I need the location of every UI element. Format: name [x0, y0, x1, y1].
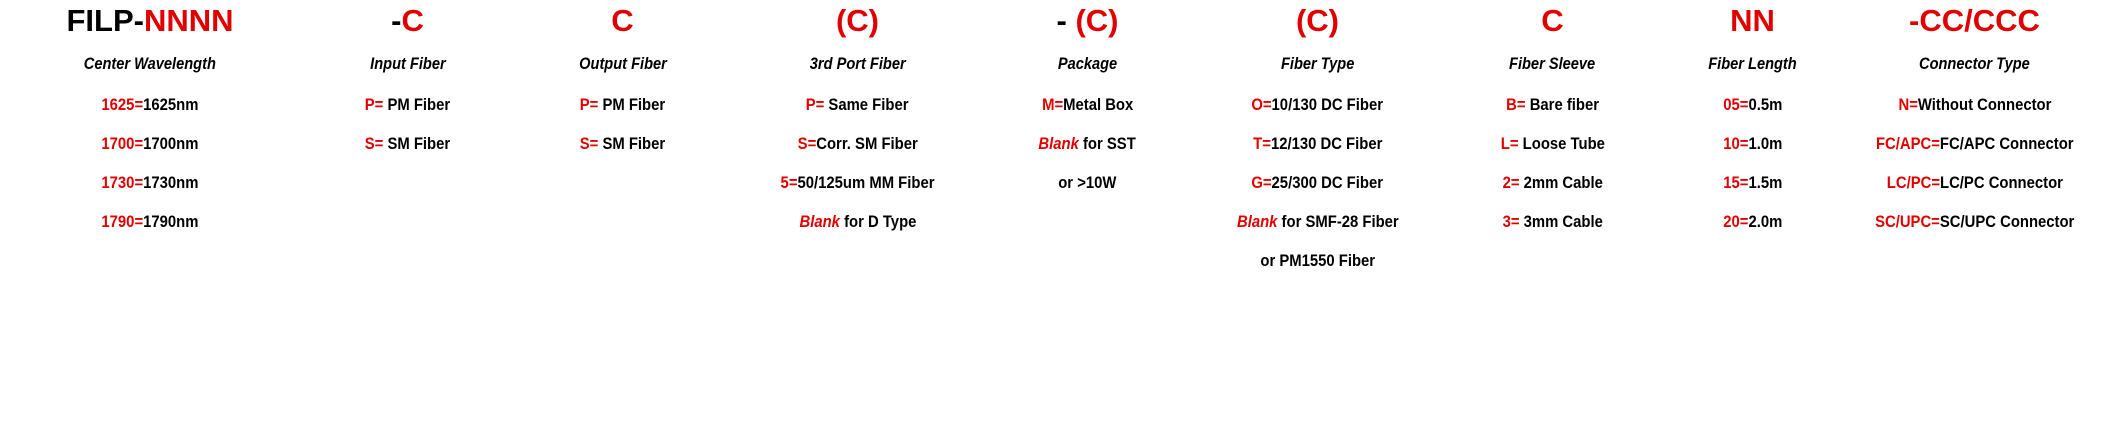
option-item: [799, 213, 916, 232]
column-code: [391, 4, 424, 38]
option-item: [1886, 174, 2062, 193]
option-value: 1700nm: [143, 135, 199, 153]
option-value: 1625nm: [143, 96, 199, 114]
option-item: [101, 174, 198, 193]
option-list: [575, 96, 670, 154]
column-code: [611, 4, 633, 38]
column-code-prefix: FILP-: [66, 3, 144, 38]
column-code: [1541, 4, 1563, 38]
option-value: Corr. SM Fiber: [816, 135, 918, 153]
option-value: 25/300 DC Fiber: [1271, 174, 1384, 192]
option-separator: =: [807, 135, 817, 153]
option-item: [797, 135, 917, 154]
column-code: [1296, 4, 1339, 38]
option-item: [1502, 213, 1602, 232]
option-value: SC/UPC Connector: [1939, 213, 2075, 231]
option-value: PM Fiber: [383, 96, 451, 114]
option-item: [101, 213, 198, 232]
option-separator: =: [589, 135, 599, 153]
option-item: [781, 174, 935, 193]
option-key: 1730: [101, 174, 135, 192]
option-item: [1723, 135, 1782, 154]
option-key: O: [1251, 96, 1264, 114]
option-item: [101, 135, 198, 154]
column-code-prefix: -: [391, 3, 402, 38]
option-key: Blank: [799, 213, 840, 231]
option-value: Same Fiber: [824, 96, 909, 114]
option-value: SM Fiber: [383, 135, 451, 153]
column-title: Package: [1057, 54, 1118, 73]
option-key: M: [1041, 96, 1055, 114]
option-key: S: [364, 135, 375, 153]
option-value: FC/APC Connector: [1939, 135, 2074, 153]
option-separator: =: [1261, 135, 1271, 153]
option-item: [1875, 213, 2074, 232]
option-key: P: [364, 96, 375, 114]
column-code-token: (C): [835, 3, 880, 38]
option-separator: =: [1510, 213, 1520, 231]
option-key: Blank: [1236, 213, 1278, 231]
column-code-token: CC/CCC: [1919, 3, 2040, 38]
option-separator: =: [1930, 174, 1940, 192]
option-item: [1898, 96, 2051, 115]
option-key: 3: [1502, 213, 1511, 231]
option-list: [1228, 96, 1408, 271]
option-separator: =: [1739, 213, 1749, 231]
option-separator: =: [1054, 96, 1063, 114]
option-key: SC/UPC: [1874, 213, 1931, 231]
option-key: G: [1251, 174, 1264, 192]
option-value: Without Connector: [1917, 96, 2051, 114]
option-key: P: [579, 96, 590, 114]
option-key: T: [1252, 135, 1262, 153]
option-separator: =: [134, 135, 144, 153]
option-separator: =: [1263, 174, 1272, 192]
decoder-column: [730, 4, 985, 232]
option-value: LC/PC Connector: [1939, 174, 2063, 192]
option-key: B: [1506, 96, 1517, 114]
decoder-column: [1445, 4, 1660, 232]
column-title: Connector Type: [1919, 54, 2030, 73]
option-list: [772, 96, 943, 232]
option-value: 10/130 DC Fiber: [1271, 96, 1384, 114]
column-title: 3rd Port Fiber: [809, 54, 906, 73]
option-item: [365, 96, 450, 115]
column-code-token: C: [401, 3, 424, 38]
decoder-column: [985, 4, 1190, 193]
option-item: [580, 96, 665, 115]
option-key: LC/PC: [1886, 174, 1931, 192]
option-separator: =: [589, 96, 599, 114]
option-key: 5: [780, 174, 789, 192]
option-separator: =: [374, 135, 384, 153]
column-title: Fiber Sleeve: [1509, 54, 1596, 73]
column-code: [1057, 4, 1119, 38]
option-item: [1506, 96, 1599, 115]
option-key: 10: [1722, 135, 1740, 153]
column-code-prefix: -: [1909, 3, 1920, 38]
option-value: 1.5m: [1748, 174, 1783, 192]
column-title: Output Fiber: [578, 54, 667, 73]
option-item: [1058, 174, 1116, 193]
column-code: [1730, 4, 1775, 38]
option-separator: =: [134, 96, 144, 114]
option-key: P: [806, 96, 817, 114]
option-item: [1500, 135, 1604, 154]
option-item: [1252, 96, 1384, 115]
option-item: [1253, 135, 1382, 154]
option-value: Bare fiber: [1525, 96, 1599, 114]
option-key: 1700: [101, 135, 135, 153]
option-separator: =: [1739, 174, 1749, 192]
decoder-column: [1660, 4, 1845, 232]
option-separator: =: [1516, 96, 1526, 114]
option-key: 2: [1502, 174, 1511, 192]
option-list: [1495, 96, 1611, 232]
option-item: [1502, 174, 1602, 193]
option-key: 20: [1722, 213, 1740, 231]
option-value: Loose Tube: [1518, 135, 1605, 153]
column-title: Fiber Type: [1280, 54, 1355, 73]
column-code-token: C: [611, 3, 634, 38]
option-value: for SST: [1079, 135, 1137, 153]
option-value: or >10W: [1058, 174, 1117, 192]
option-item: [806, 96, 909, 115]
decoder-column: [1845, 4, 2104, 232]
option-list: [1033, 96, 1141, 193]
option-item: [1252, 174, 1384, 193]
option-value: 0.5m: [1748, 96, 1783, 114]
option-key: L: [1500, 135, 1510, 153]
option-key: 1790: [101, 213, 135, 231]
decoder-column: [515, 4, 730, 154]
option-value: or PM1550 Fiber: [1260, 252, 1375, 270]
option-key: S: [579, 135, 590, 153]
option-list: [1864, 96, 2085, 232]
option-item: [1042, 96, 1133, 115]
option-value: 1730nm: [143, 174, 199, 192]
column-code-token: (C): [1295, 3, 1340, 38]
option-item: [365, 135, 450, 154]
column-title: Input Fiber: [369, 54, 446, 73]
option-key: 15: [1722, 174, 1740, 192]
option-value: PM Fiber: [598, 96, 666, 114]
option-value: 1790nm: [143, 213, 199, 231]
option-key: Blank: [1038, 135, 1080, 153]
option-list: [360, 96, 455, 154]
option-key: S: [797, 135, 808, 153]
decoder-column: [1190, 4, 1445, 271]
option-value: for D Type: [839, 213, 916, 231]
option-value: 1.0m: [1748, 135, 1783, 153]
option-value: Metal Box: [1062, 96, 1134, 114]
option-item: [101, 96, 198, 115]
option-separator: =: [1908, 96, 1918, 114]
option-item: [1723, 96, 1782, 115]
option-item: [1723, 174, 1782, 193]
column-code: [66, 4, 233, 38]
option-list: [1720, 96, 1786, 232]
option-separator: =: [1263, 96, 1272, 114]
decoder-column: [0, 4, 300, 232]
option-item: [1876, 135, 2074, 154]
column-title: Center Wavelength: [83, 54, 217, 73]
option-separator: =: [1509, 135, 1519, 153]
option-separator: =: [1739, 135, 1749, 153]
option-value: 2.0m: [1748, 213, 1783, 231]
option-key: FC/APC: [1875, 135, 1931, 153]
option-separator: =: [374, 96, 384, 114]
option-key: N: [1898, 96, 1909, 114]
column-code: [1909, 4, 2040, 38]
column-code-token: (C): [1075, 3, 1119, 38]
column-code: [836, 4, 879, 38]
column-code-token: C: [1541, 3, 1564, 38]
option-key: 1625: [101, 96, 135, 114]
column-code-prefix: -: [1056, 3, 1076, 38]
column-title: Fiber Length: [1708, 54, 1797, 73]
option-item: [1237, 213, 1399, 232]
option-item: [580, 135, 665, 154]
option-item: [1039, 135, 1136, 154]
option-list: [96, 96, 204, 232]
decoder-column: [300, 4, 515, 154]
option-key: 05: [1722, 96, 1740, 114]
option-value: 3mm Cable: [1519, 213, 1603, 231]
column-code-token: NN: [1730, 3, 1775, 38]
option-separator: =: [134, 174, 144, 192]
option-separator: =: [1930, 135, 1940, 153]
column-code-token: NNNN: [143, 3, 234, 38]
option-separator: =: [1510, 174, 1520, 192]
option-item: [1723, 213, 1782, 232]
option-item: [1260, 252, 1375, 271]
option-value: SM Fiber: [598, 135, 666, 153]
option-value: 12/130 DC Fiber: [1270, 135, 1383, 153]
option-separator: =: [1930, 213, 1940, 231]
option-value: for SMF-28 Fiber: [1277, 213, 1399, 231]
option-value: 50/125um MM Fiber: [797, 174, 935, 192]
option-separator: =: [816, 96, 825, 114]
option-separator: =: [788, 174, 798, 192]
option-value: 2mm Cable: [1519, 174, 1603, 192]
option-separator: =: [1739, 96, 1749, 114]
option-separator: =: [134, 213, 144, 231]
